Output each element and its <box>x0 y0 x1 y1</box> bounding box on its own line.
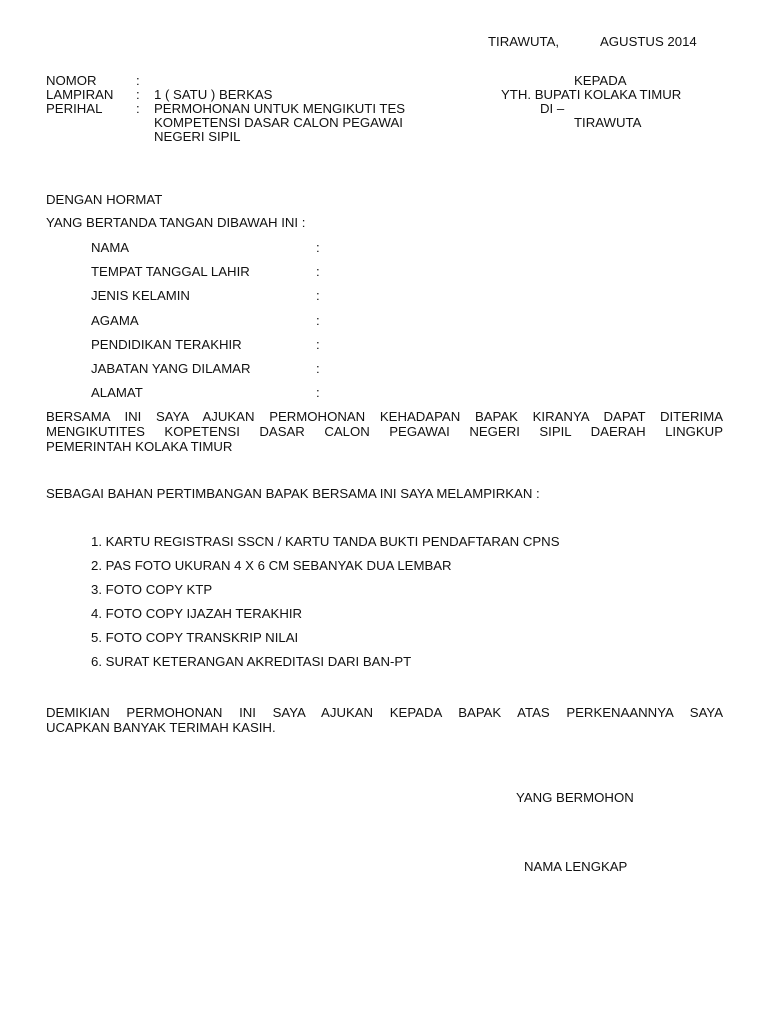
lampiran-value: 1 ( SATU ) BERKAS <box>154 87 273 102</box>
perihal-line: PERMOHONAN UNTUK MENGIKUTI TES <box>154 101 406 116</box>
perihal-line: KOMPETENSI DASAR CALON PEGAWAI <box>154 115 403 130</box>
field-colon: : <box>316 264 320 279</box>
perihal-line: NEGERI SIPIL <box>154 129 241 144</box>
field-label-pendidikan-terakhir: PENDIDIKAN TERAKHIR <box>91 337 242 352</box>
recipient-di: DI – <box>540 101 565 116</box>
field-label-tempat-tanggal-lahir: TEMPAT TANGGAL LAHIR <box>91 264 250 279</box>
letter-date: AGUSTUS 2014 <box>600 34 697 49</box>
request-paragraph-text: BERSAMA INI SAYA AJUKAN PERMOHONAN KEHADAPAN BAPAK KIRANYA DAPAT DITERIMA MENGIKUTITES KOPETENSI DASAR CALON PEGAWAI NEGERI SIPIL DAERAH LINGKUP <box>46 409 723 439</box>
recipient-place: TIRAWUTA <box>574 115 642 130</box>
field-colon: : <box>316 361 320 376</box>
attachment-item: 2. PAS FOTO UKURAN 4 X 6 CM SEBANYAK DUA LEMBAR <box>91 558 452 573</box>
field-label-alamat: ALAMAT <box>91 385 143 400</box>
request-paragraph <box>46 409 723 454</box>
attach-intro: SEBAGAI BAHAN PERTIMBANGAN BAPAK BERSAMA INI SAYA MELAMPIRKAN : <box>46 486 540 501</box>
attachment-item: 3. FOTO COPY KTP <box>91 582 213 597</box>
perihal-label: PERIHAL <box>46 101 103 116</box>
field-colon: : <box>316 313 320 328</box>
attachment-item: 1. KARTU REGISTRASI SSCN / KARTU TANDA BUKTI PENDAFTARAN CPNS <box>91 534 560 549</box>
recipient-yth: YTH. BUPATI KOLAKA TIMUR <box>501 87 682 102</box>
field-colon: : <box>316 240 320 255</box>
intro-text: YANG BERTANDA TANGAN DIBAWAH INI : <box>46 215 306 230</box>
closing-paragraph-last-line: UCAPKAN BANYAK TERIMAH KASIH. <box>46 720 276 735</box>
nomor-label: NOMOR <box>46 73 97 88</box>
attachment-item: 5. FOTO COPY TRANSKRIP NILAI <box>91 630 299 645</box>
field-label-agama: AGAMA <box>91 313 139 328</box>
signature-label: YANG BERMOHON <box>516 790 634 805</box>
field-label-jenis-kelamin: JENIS KELAMIN <box>91 288 190 303</box>
attachment-item: 6. SURAT KETERANGAN AKREDITASI DARI BAN-PT <box>91 654 412 669</box>
letter-place: TIRAWUTA, <box>488 34 560 49</box>
field-colon: : <box>316 337 320 352</box>
request-paragraph-last-line: PEMERINTAH KOLAKA TIMUR <box>46 439 233 454</box>
nomor-colon: : <box>136 73 140 88</box>
field-colon: : <box>316 385 320 400</box>
field-label-nama: NAMA <box>91 240 130 255</box>
field-colon: : <box>316 288 320 303</box>
signature-name: NAMA LENGKAP <box>524 859 628 874</box>
lampiran-colon: : <box>136 87 140 102</box>
recipient-kepada: KEPADA <box>574 73 627 88</box>
salutation: DENGAN HORMAT <box>46 192 163 207</box>
lampiran-label: LAMPIRAN <box>46 87 114 102</box>
attachment-item: 4. FOTO COPY IJAZAH TERAKHIR <box>91 606 303 621</box>
closing-paragraph-text: DEMIKIAN PERMOHONAN INI SAYA AJUKAN KEPADA BAPAK ATAS PERKENAANNYA SAYA <box>46 705 723 720</box>
closing-paragraph <box>46 705 723 735</box>
perihal-colon: : <box>136 101 140 116</box>
field-label-jabatan-yang-dilamar: JABATAN YANG DILAMAR <box>91 361 251 376</box>
